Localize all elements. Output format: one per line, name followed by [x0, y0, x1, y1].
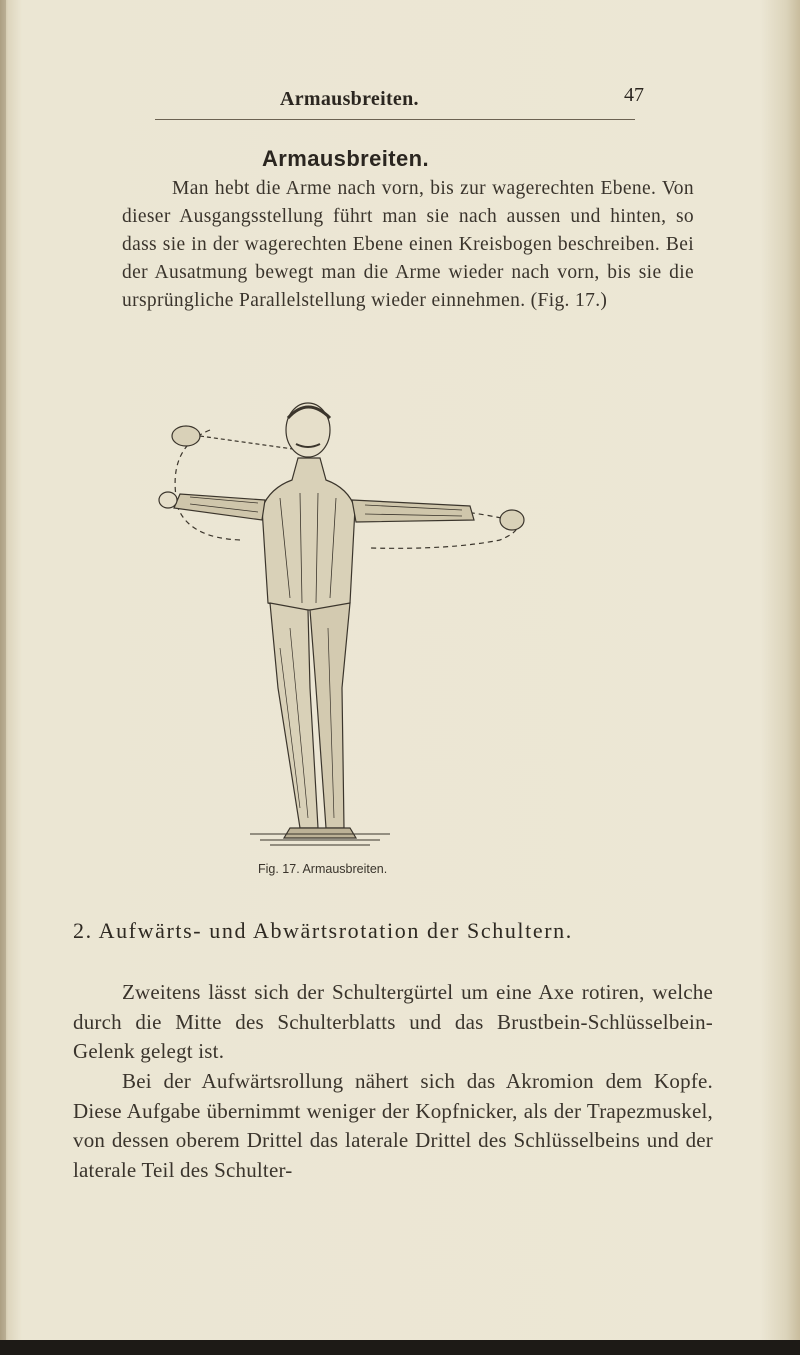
figure-caption: Fig. 17. Armausbreiten.	[258, 862, 388, 876]
arm-line-forward	[200, 436, 300, 450]
figure-illustration	[150, 388, 550, 850]
section-paragraph: Man hebt die Arme nach vorn, bis zur wagerechten Ebene. Von dieser Ausgangsstellung führt man sie nach aussen und hinten, so dass sie in der wagerechten Ebene einen Kreisbogen beschreiben. Bei der Ausatmung bewegt man die Arme wieder nach vorn, bis sie die ursprüngliche Parallelstellung wieder einnehmen. (Fig. 17.)	[122, 178, 694, 311]
header-rule	[155, 119, 635, 120]
figure-hand-far-left	[172, 426, 200, 446]
figure-arm-right	[352, 500, 474, 522]
figure-hand-left	[159, 492, 177, 508]
page-bottom-edge	[0, 1340, 800, 1355]
subsection-paragraph-1: Zweitens lässt sich der Schultergürtel um eine Axe rotiren, welche durch die Mitte des Schulterblatts und das Brustbein-Schlüsselbein-Gelenk gelegt ist.	[73, 980, 713, 1063]
section-title: Armausbreiten.	[262, 146, 429, 171]
figure-leg-left	[270, 603, 318, 828]
page-number: 47	[624, 84, 644, 106]
running-head: Armausbreiten.	[280, 88, 419, 110]
page-binding-edge	[0, 0, 6, 1355]
figure-torso	[262, 458, 355, 610]
subsection-heading: 2. Aufwärts- und Abwärtsrotation der Schultern.	[73, 918, 573, 943]
figure-hand-right	[500, 510, 524, 530]
subsection-paragraph-2: Bei der Aufwärtsrollung nähert sich das Akromion dem Kopfe. Diese Aufgabe übernimmt weniger der Kopfnicker, als der Trapezmuskel, von dessen oberem Drittel das laterale Drittel des Schlüsselbeins und der laterale Teil des Schulter-	[73, 1069, 713, 1182]
figure-feet	[284, 828, 356, 838]
figure-arm-left	[174, 494, 265, 520]
